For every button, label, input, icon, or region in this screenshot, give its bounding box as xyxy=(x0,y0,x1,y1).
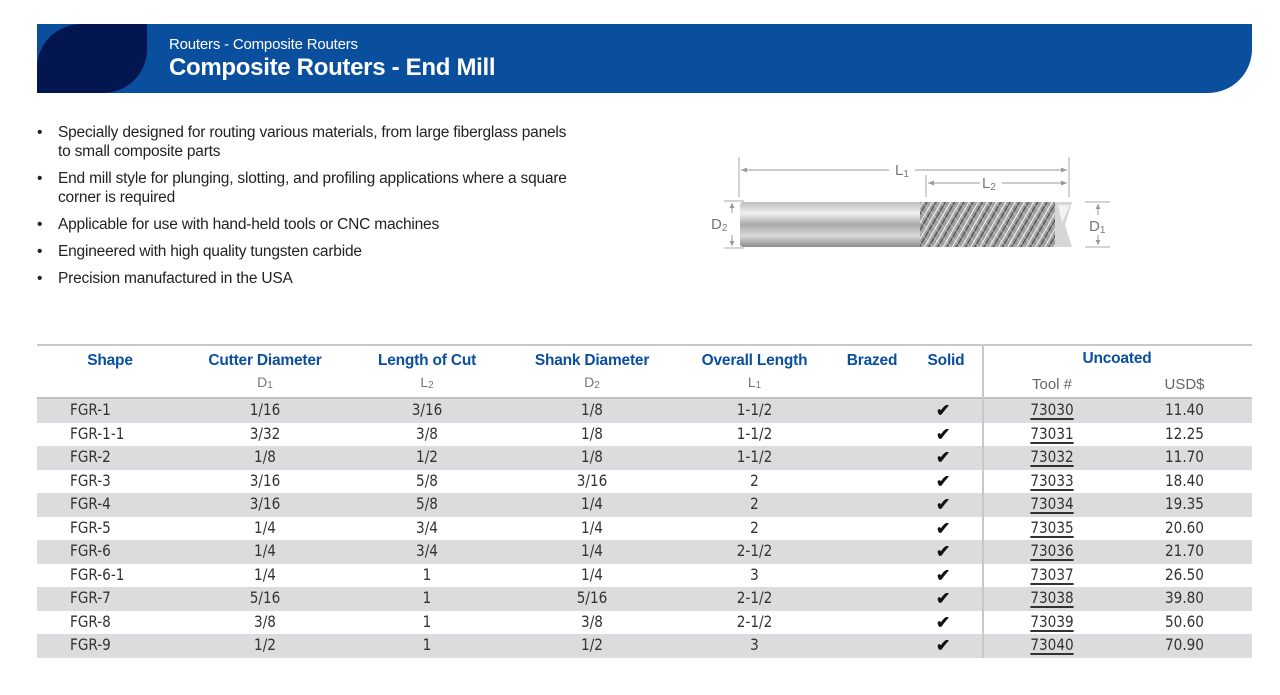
tool-number-link[interactable]: 73033 xyxy=(1030,470,1074,490)
feature-text: to small composite parts xyxy=(58,143,221,160)
col-sub-d1: D1 xyxy=(257,374,273,391)
table-body xyxy=(37,399,1252,658)
feature-item xyxy=(37,169,637,207)
d2-label: D2 xyxy=(711,216,728,234)
cell-price: 20.60 xyxy=(1165,517,1204,537)
cell-shank-diameter: 1/8 xyxy=(581,447,603,466)
col-header-cutter-diameter: Cutter Diameter xyxy=(208,352,322,369)
l1-label: L1 xyxy=(895,162,909,180)
feature-text: corner is required xyxy=(58,189,176,206)
tool-number-link[interactable]: 73030 xyxy=(1030,400,1074,419)
bullet-icon: • xyxy=(37,170,43,187)
cell-price: 26.50 xyxy=(1165,564,1204,584)
cell-length-of-cut: 1/2 xyxy=(416,447,438,466)
cell-overall-length: 2-1/2 xyxy=(736,588,773,607)
feature-text: End mill style for plunging, slotting, and profiling applications where a square xyxy=(58,170,567,187)
bullet-icon: • xyxy=(37,124,43,141)
cell-length-of-cut: 1 xyxy=(422,588,432,607)
check-icon: ✔ xyxy=(936,636,951,655)
cell-overall-length: 2 xyxy=(750,470,759,490)
feature-list xyxy=(37,123,637,296)
tool-number-link[interactable]: 73031 xyxy=(1030,423,1074,443)
header-banner xyxy=(37,24,1252,93)
cell-length-of-cut: 3/8 xyxy=(416,423,438,443)
cell-shank-diameter: 5/16 xyxy=(576,588,608,607)
breadcrumb[interactable]: Routers - Composite Routers xyxy=(169,36,358,53)
col-header-brazed: Brazed xyxy=(846,352,898,369)
table-top-rule xyxy=(37,344,1252,346)
cell-price: 39.80 xyxy=(1165,588,1204,607)
bullet-icon: • xyxy=(37,270,43,287)
cell-length-of-cut: 3/4 xyxy=(416,541,438,560)
cell-price: 11.40 xyxy=(1165,400,1204,419)
cell-shape: FGR-9 xyxy=(70,635,111,654)
cell-overall-length: 1-1/2 xyxy=(736,447,773,466)
tool-number-link[interactable]: 73032 xyxy=(1030,447,1074,466)
cell-shank-diameter: 1/4 xyxy=(581,494,603,513)
cell-overall-length: 3 xyxy=(750,635,759,654)
page-title: Composite Routers - End Mill xyxy=(169,54,496,81)
cell-length-of-cut: 5/8 xyxy=(416,494,438,513)
cell-cutter-diameter: 1/2 xyxy=(254,635,276,654)
cell-cutter-diameter: 1/16 xyxy=(249,400,281,419)
feature-item xyxy=(37,123,637,161)
cell-length-of-cut: 3/16 xyxy=(411,400,443,419)
feature-item xyxy=(37,215,637,234)
table-row xyxy=(37,564,1252,588)
feature-text: Precision manufactured in the USA xyxy=(58,270,293,287)
cell-shank-diameter: 3/16 xyxy=(576,470,608,490)
cell-cutter-diameter: 3/8 xyxy=(254,611,276,631)
cell-length-of-cut: 1 xyxy=(422,635,432,654)
table-row xyxy=(37,470,1252,494)
cell-shank-diameter: 1/4 xyxy=(581,541,603,560)
cell-cutter-diameter: 5/16 xyxy=(249,588,281,607)
feature-text: Engineered with high quality tungsten carbide xyxy=(58,243,362,260)
check-icon: ✔ xyxy=(936,565,951,585)
cell-shank-diameter: 1/8 xyxy=(581,400,603,419)
cell-length-of-cut: 5/8 xyxy=(416,470,438,490)
cell-shank-diameter: 3/8 xyxy=(581,611,603,631)
table-row xyxy=(37,493,1252,517)
check-icon: ✔ xyxy=(936,589,951,608)
cell-cutter-diameter: 1/4 xyxy=(254,564,276,584)
tool-number-link[interactable]: 73035 xyxy=(1030,517,1074,537)
tool-shank xyxy=(740,202,926,247)
tool-number-link[interactable]: 73039 xyxy=(1030,611,1074,631)
cell-overall-length: 2-1/2 xyxy=(736,611,773,631)
cell-cutter-diameter: 1/4 xyxy=(254,541,276,560)
col-header-shape: Shape xyxy=(87,352,133,369)
check-icon: ✔ xyxy=(936,424,951,444)
cell-shape: FGR-8 xyxy=(70,611,111,631)
cell-shape: FGR-2 xyxy=(70,447,111,466)
col-sub-l2: L2 xyxy=(420,374,434,391)
cell-cutter-diameter: 1/4 xyxy=(254,517,276,537)
check-icon: ✔ xyxy=(936,542,951,561)
cell-cutter-diameter: 3/16 xyxy=(249,470,281,490)
banner-accent-shape xyxy=(37,24,147,93)
cell-overall-length: 2 xyxy=(750,517,759,537)
table-row xyxy=(37,540,1252,564)
col-header-solid: Solid xyxy=(927,352,965,369)
feature-text: Applicable for use with hand-held tools or CNC machines xyxy=(58,216,440,233)
tool-number-link[interactable]: 73036 xyxy=(1030,541,1074,560)
cell-cutter-diameter: 3/16 xyxy=(249,494,281,513)
col-header-usd: USD$ xyxy=(1164,376,1205,393)
cell-shank-diameter: 1/2 xyxy=(581,635,603,654)
col-header-length-of-cut: Length of Cut xyxy=(377,352,477,369)
table-row xyxy=(37,446,1252,470)
cell-shape: FGR-6-1 xyxy=(70,564,125,584)
tool-number-link[interactable]: 73038 xyxy=(1030,588,1074,607)
table-row xyxy=(37,517,1252,541)
col-header-shank-diameter: Shank Diameter xyxy=(534,352,650,369)
check-icon: ✔ xyxy=(936,448,951,467)
cell-shank-diameter: 1/4 xyxy=(581,517,603,537)
check-icon: ✔ xyxy=(936,612,951,632)
tool-number-link[interactable]: 73040 xyxy=(1030,635,1074,654)
cell-shape: FGR-3 xyxy=(70,470,111,490)
table-row xyxy=(37,587,1252,611)
col-sub-l1: L1 xyxy=(747,374,762,391)
cell-overall-length: 2 xyxy=(750,494,759,513)
cell-length-of-cut: 1 xyxy=(422,611,432,631)
cell-shank-diameter: 1/4 xyxy=(581,564,603,584)
cell-overall-length: 1-1/2 xyxy=(736,423,773,443)
check-icon: ✔ xyxy=(936,495,951,514)
feature-item xyxy=(37,242,637,261)
cell-price: 12.25 xyxy=(1165,423,1204,443)
cell-price: 11.70 xyxy=(1165,447,1204,466)
cell-length-of-cut: 3/4 xyxy=(416,517,438,537)
check-icon: ✔ xyxy=(936,518,951,538)
cell-shank-diameter: 1/8 xyxy=(581,423,603,443)
table-row xyxy=(37,611,1252,635)
check-icon: ✔ xyxy=(936,401,951,420)
feature-item xyxy=(37,269,637,288)
tool-number-link[interactable]: 73034 xyxy=(1030,494,1074,513)
cell-price: 70.90 xyxy=(1165,635,1204,654)
uncoated-divider xyxy=(982,344,984,658)
cell-length-of-cut: 1 xyxy=(422,564,432,584)
end-mill-diagram xyxy=(700,155,1130,265)
tool-number-link[interactable]: 73037 xyxy=(1030,564,1074,584)
cell-price: 21.70 xyxy=(1165,541,1204,560)
cell-overall-length: 1-1/2 xyxy=(736,400,773,419)
col-sub-d2: D2 xyxy=(584,374,600,391)
col-header-overall-length: Overall Length xyxy=(701,352,808,369)
cell-shape: FGR-4 xyxy=(70,494,111,513)
cell-shape: FGR-1-1 xyxy=(70,423,125,443)
check-icon: ✔ xyxy=(936,471,951,491)
bullet-icon: • xyxy=(37,216,43,233)
bullet-icon: • xyxy=(37,243,43,260)
table-row xyxy=(37,634,1252,658)
d1-label: D1 xyxy=(1089,218,1106,236)
cell-price: 50.60 xyxy=(1165,611,1204,631)
cell-shape: FGR-1 xyxy=(70,400,111,419)
cell-shape: FGR-7 xyxy=(70,588,111,607)
l2-label: L2 xyxy=(982,175,996,193)
table-row xyxy=(37,399,1252,423)
table-row xyxy=(37,423,1252,447)
cell-shape: FGR-5 xyxy=(70,517,111,537)
cell-price: 18.40 xyxy=(1165,470,1204,490)
cell-overall-length: 2-1/2 xyxy=(736,541,773,560)
cell-cutter-diameter: 1/8 xyxy=(254,447,276,466)
cell-shape: FGR-6 xyxy=(70,541,111,560)
col-header-tool-number: Tool # xyxy=(1031,376,1073,393)
cell-overall-length: 3 xyxy=(750,564,759,584)
col-header-uncoated: Uncoated xyxy=(1082,350,1152,367)
cell-price: 19.35 xyxy=(1165,494,1204,513)
cell-cutter-diameter: 3/32 xyxy=(249,423,281,443)
feature-text: Specially designed for routing various materials, from large fiberglass panels xyxy=(58,124,567,141)
